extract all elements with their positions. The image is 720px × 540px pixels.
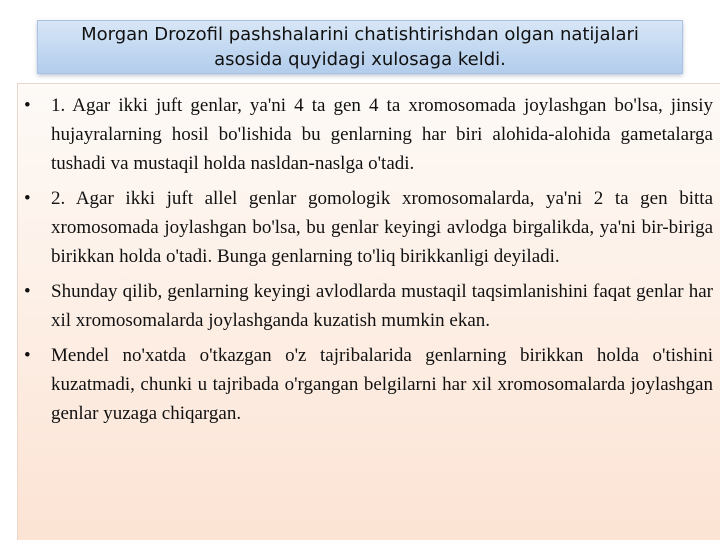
- bullet-text: Mendel no'xatda o'tkazgan o'z tajribalarida genlarning birikkan holda o'tishini kuzatmadi, chunki u tajribada o'rgangan belgilarni har xil xromosomalarda joylashgan genlar yuzaga chiqargan.: [51, 345, 713, 424]
- content-box: [17, 83, 720, 540]
- bullet-text: Shunday qilib, genlarning keyingi avlodlarda mustaqil taqsimlanishini faqat genlar har xil xromosomalarda joylashganda kuzatish mumkin ekan.: [51, 281, 713, 331]
- bullet-item: [24, 91, 713, 178]
- bullet-list: [18, 84, 720, 428]
- bullet-text: 2. Agar ikki juft allel genlar gomologik xromosomalarda, ya'ni 2 ta gen bitta xromosomada joylashgan bo'lsa, bu genlar keyingi avlodga birgalikda, ya'ni bir-biriga birikkan holda o'tadi. Bunga genlarning to'liq birikkanligi deyiladi.: [51, 188, 713, 267]
- bullet-text: 1. Agar ikki juft genlar, ya'ni 4 ta gen 4 ta xromosomada joylashgan bo'lsa, jinsiy hujayralarning hosil bo'lishida bu genlarning har biri alohida-alohida gametalarga tushadi va mustaqil holda nasldan-naslga o'tadi.: [51, 95, 713, 174]
- bullet-item: [24, 341, 713, 428]
- bullet-icon: •: [24, 95, 31, 116]
- bullet-icon: •: [24, 281, 31, 302]
- bullet-icon: •: [24, 188, 31, 209]
- bullet-icon: •: [24, 345, 31, 366]
- slide-title-box: [37, 20, 683, 74]
- slide-title: Morgan Drozofil pashshalarini chatishtirishdan olgan natijalari asosida quyidagi xulosaga keldi.: [81, 24, 639, 70]
- bullet-item: [24, 277, 713, 335]
- bullet-item: [24, 184, 713, 271]
